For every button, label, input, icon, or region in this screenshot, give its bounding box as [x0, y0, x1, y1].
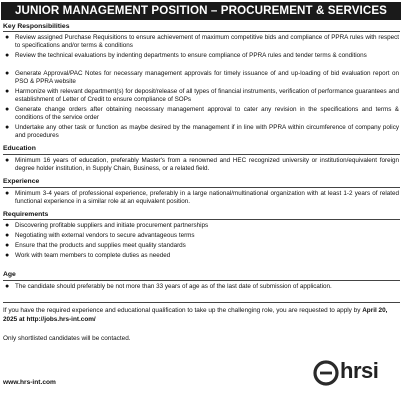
logo-wordmark: hrsi [340, 358, 379, 383]
bullet-icon: ● [5, 252, 10, 259]
bullet-icon: ● [5, 70, 10, 77]
deadline: April 20, 2025 [3, 307, 388, 323]
bullet-icon: ● [5, 34, 10, 41]
bullet-icon: ● [5, 222, 10, 229]
bullet-icon: ● [5, 52, 10, 59]
bullet-icon: ● [5, 124, 10, 131]
bullet-icon: ● [5, 106, 10, 113]
divider [3, 280, 400, 281]
divider [3, 302, 400, 303]
bullet-icon: ● [5, 242, 10, 249]
heading-education: Education [3, 145, 36, 152]
website-link[interactable]: www.hrs-int.com [3, 379, 56, 386]
heading-requirements: Requirements [3, 211, 49, 218]
hrsi-logo-icon [312, 359, 340, 387]
bullet-icon: ● [5, 283, 10, 290]
heading-experience: Experience [3, 178, 40, 185]
bullet-icon: ● [5, 190, 10, 197]
shortlisted-note: Only shortlisted candidates will be contacted. [3, 335, 131, 342]
apply-link[interactable]: http://jobs.hrs-int.com/ [26, 316, 96, 323]
heading-key-responsibilities: Key Responsibilities [3, 23, 70, 30]
divider [3, 219, 400, 220]
divider [3, 154, 400, 155]
apply-instructions: If you have the required experience and educational qualification to take up the challenging role, you are requested to apply by April 20, 2025 at http://jobs.hrs-int.com/ [3, 307, 388, 323]
job-advertisement: JUNIOR MANAGEMENT POSITION – PROCUREMENT & SERVICES Key Responsibilities ● Review assigned Purchase Requisitions to ensure achievement of maximum competitive bids and compliance of PPRA rules with respect to specifications and/or terms & conditions ● Review the technical evaluations by indenting departments to ensure compliance of PPRA rules and tender terms & conditions ● Generate Approval/PAC Notes for necessary management approvals for timely issuance of and up-loading of bid evaluation report on PSO & PPRA website ● Harmonize with relevant department(s) for deposit/release of all types of financial instruments, verification of performance guarantees and establishment of Letter of Credit to ensure compliance of SOPs ● Generate change orders after obtaining necessary management approval to cater any revision in the specifications and terms & conditions of the service order ● Undertake any other task or function as maybe desired by the management if in line with PPRA within circumference of company policy and procedures Education ● Minimum 16 years of education, preferably Master's from a renowned and HEC recognized university or institution/equivalent foreign degree holder institution, in Supply Chain, Business, or a related field. Experience ● Minimum 3-4 years of professional experience, preferably in a large national/multinational organization with at least 1-2 years of related functional experience in a similar role at an equivalent position. Requirements ● Discovering profitable suppliers and initiate procurement partnerships ● Negotiating with external vendors to secure advantageous terms ● Ensure that the products and supplies meet quality standards ● Work with team members to complete duties as needed Age ● The candidate should preferably be not more than 33 years of age as of the last date of submission of application. If you have the required experience and educational qualification to take up the challenging role, you are requested to apply by April 20, 2025 at http://jobs.hrs-int.com/ Only shortlisted candidates will be contacted. www.hrs-int.com hrsi [3, 4, 399, 386]
bullet-icon: ● [5, 157, 10, 164]
divider [3, 31, 400, 32]
company-logo [312, 358, 398, 388]
page-title: JUNIOR MANAGEMENT POSITION – PROCUREMENT & SERVICES [1, 2, 401, 20]
bullet-icon: ● [5, 88, 10, 95]
bullet-icon: ● [5, 232, 10, 239]
divider [3, 187, 400, 188]
heading-age: Age [3, 271, 16, 278]
